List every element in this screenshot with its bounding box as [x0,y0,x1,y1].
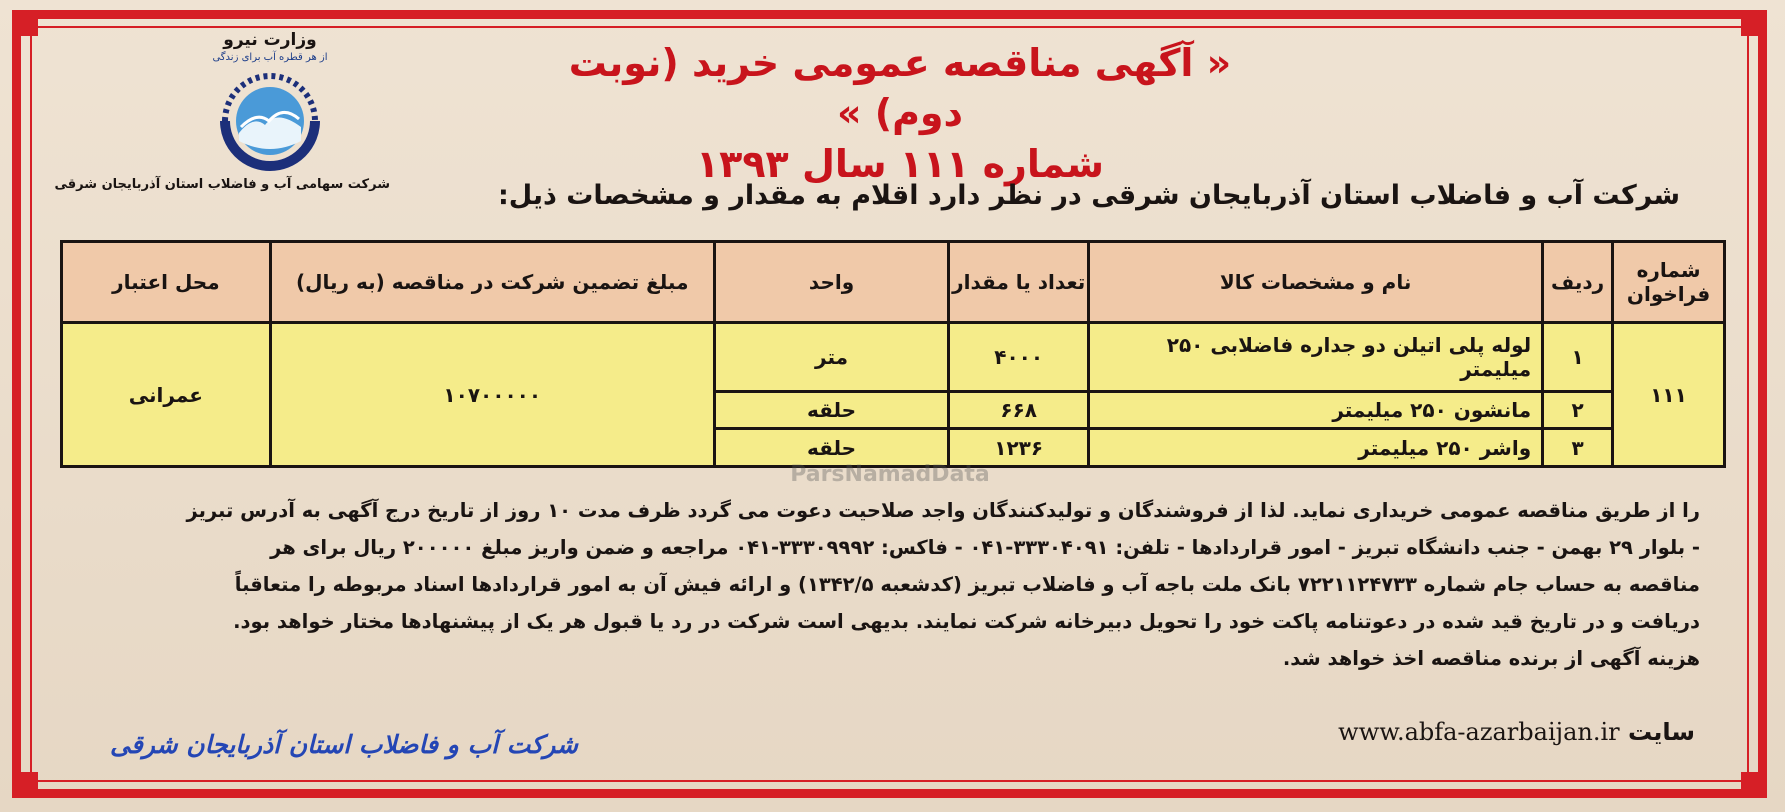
table-header-row [62,242,1725,323]
items-table [60,240,1726,468]
logo-slogan: از هر قطره آب برای زندگی [212,52,328,63]
guarantee-amount: ۱۰۷۰۰۰۰۰ [270,323,714,467]
title-block [520,38,1280,190]
website-line [1338,718,1695,746]
credit-source: عمرانی [62,323,271,467]
body-line: هزینه آگهی از برنده مناقصه اخذ خواهد شد. [1282,647,1700,670]
item-quantity: ۱۲۳۶ [949,429,1089,467]
ad-number: شماره ۱۱۱ سال ۱۳۹۳ [695,142,1105,186]
header-quantity: تعداد یا مقدار [949,242,1089,323]
corner-ornament [12,772,38,798]
item-quantity: ۴۰۰۰ [949,323,1089,392]
header-unit: واحد [714,242,949,323]
corner-ornament [1741,772,1767,798]
call-number-cell: ۱۱۱ [1613,323,1725,467]
body-line: مناقصه به حساب جام شماره ۷۲۲۱۱۲۴۷۳۳ بانک ملت باجه آب و فاضلاب تبریز (کدشعبه ۱۳۴۲/۵) و ارائه فیش آن به امور قراردادها اسناد مربوطه را متعاقباً [234,573,1700,596]
site-label: سایت [1627,718,1695,746]
item-unit: حلقه [714,391,949,429]
header-credit-source: محل اعتبار [62,242,271,323]
item-name: مانشون ۲۵۰ میلیمتر [1089,391,1543,429]
body-line: - بلوار ۲۹ بهمن - جنب دانشگاه تبریز - امور قراردادها - تلفن: ۳۳۳۰۴۰۹۱-۰۴۱ - فاکس: ۳۳۳۰۹۹۹۲-۰۴۱ مراجعه و ضمن واریز مبلغ ۲۰۰۰۰۰ ریال برای هر [270,536,1700,559]
row-number: ۱ [1543,323,1613,392]
header-guarantee: مبلغ تضمین شرکت در مناقصه (به ریال) [270,242,714,323]
header-row: ردیف [1543,242,1613,323]
company-logo [54,30,390,230]
water-drop-logo-icon [205,71,335,171]
ministry-label: وزارت نیرو [223,30,317,50]
item-name: واشر ۲۵۰ میلیمتر [1089,429,1543,467]
header-item-name: نام و مشخصات کالا [1089,242,1543,323]
item-quantity: ۶۶۸ [949,391,1089,429]
company-signature: شرکت آب و فاضلاب استان آذربایجان شرقی [110,730,578,759]
item-name: لوله پلی اتیلن دو جداره فاضلابی ۲۵۰ میلیمتر [1089,323,1543,392]
corner-ornament [1741,10,1767,36]
header-call-number: شماره فراخوان [1613,242,1725,323]
corner-ornament [12,10,38,36]
table-row [62,323,1725,392]
body-line: را از طریق مناقصه عمومی خریداری نماید. لذا از فروشندگان و تولیدکنندگان واجد صلاحیت دعوت می گردد ظرف مدت ۱۰ روز از تاریخ درج آگهی به آدرس تبریز [186,499,1700,522]
intro-text: شرکت آب و فاضلاب استان آذربایجان شرقی در نظر دارد اقلام به مقدار و مشخصات ذیل: [497,180,1680,211]
site-url[interactable]: www.abfa-azarbaijan.ir [1338,718,1620,746]
logo-company-name: شرکت سهامی آب و فاضلاب استان آذربایجان شرقی [54,177,390,192]
body-paragraph [110,492,1700,677]
item-unit: حلقه [714,429,949,467]
watermark-text: ParsNamadData [790,462,990,487]
ad-title: « آگهی مناقصه عمومی خرید (نوبت دوم) » [568,41,1232,135]
body-line: دریافت و در تاریخ قید شده در دعوتنامه پاکت خود را تحویل دبیرخانه شرکت نمایند. بدیهی است شرکت در رد یا قبول هر یک از پیشنهادها مختار خواهد بود. [233,610,1700,633]
row-number: ۲ [1543,391,1613,429]
item-unit: متر [714,323,949,392]
row-number: ۳ [1543,429,1613,467]
